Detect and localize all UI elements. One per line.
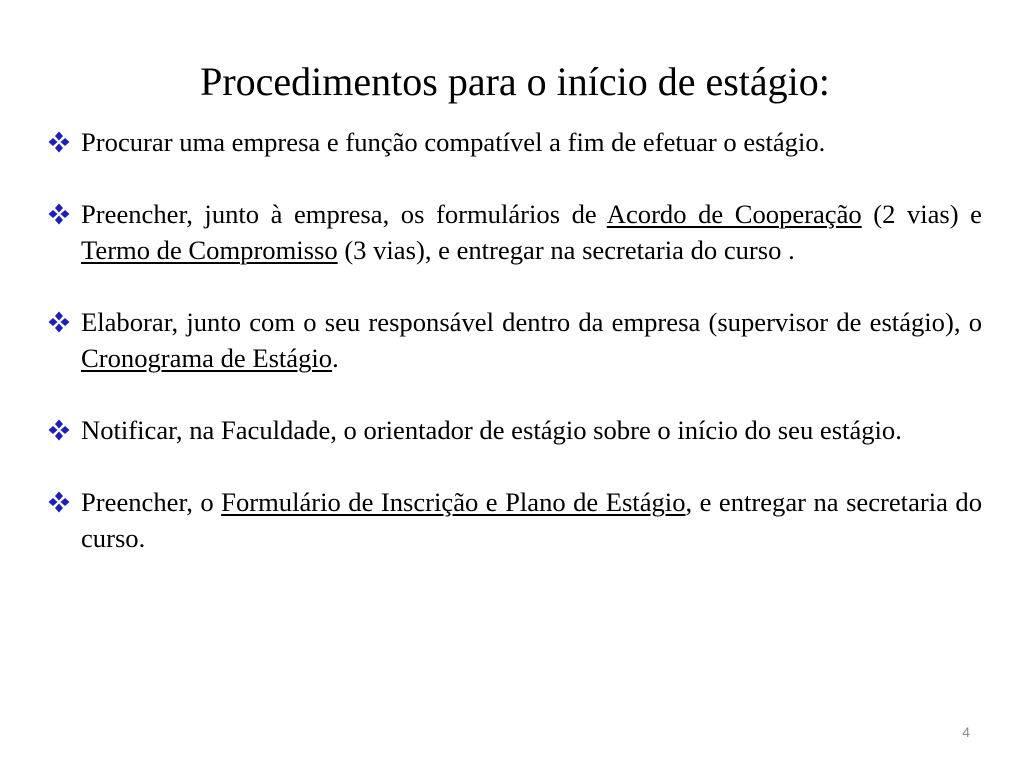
- bullet-text: Notificar, na Faculdade, o orientador de estágio sobre o início do seu estágio.: [81, 415, 902, 445]
- bullet-text: Procurar uma empresa e função compatível a fim de efetuar o estágio.: [81, 127, 826, 157]
- bullet-item-5: [48, 484, 982, 556]
- bullet-item-3: [48, 304, 982, 376]
- cronograma-de-estagio-link[interactable]: Cronograma de Estágio: [81, 343, 333, 373]
- formulario-de-inscricao-link[interactable]: Formulário de Inscrição e Plano de Estágio: [221, 487, 686, 517]
- four-diamond-bullet-icon: [48, 131, 70, 153]
- termo-de-compromisso-link[interactable]: Termo de Compromisso: [81, 235, 338, 265]
- bullet-text: Preencher, o: [81, 487, 222, 517]
- bullet-text: (3 vias), e entregar na secretaria do curso .: [337, 235, 795, 265]
- bullet-list: [48, 124, 982, 556]
- page-number: 4: [962, 724, 970, 740]
- bullet-text: Preencher, junto à empresa, os formulários de: [81, 199, 607, 229]
- four-diamond-bullet-icon: [48, 491, 70, 513]
- bullet-text: , e entregar na secretaria do curso.: [81, 487, 982, 553]
- bullet-text: Elaborar, junto com o seu responsável dentro da empresa (supervisor de estágio), o: [81, 307, 982, 337]
- bullet-text: .: [332, 343, 339, 373]
- bullet-text: (2 vias) e: [861, 199, 982, 229]
- four-diamond-bullet-icon: [48, 203, 70, 225]
- slide-title: Procedimentos para o início de estágio:: [200, 59, 830, 104]
- acordo-de-cooperacao-link[interactable]: Acordo de Cooperação: [606, 199, 862, 229]
- bullet-item-2: [48, 196, 982, 268]
- four-diamond-bullet-icon: [48, 419, 70, 441]
- bullet-item-4: [48, 412, 982, 448]
- bullet-item-1: [48, 124, 982, 160]
- four-diamond-bullet-icon: [48, 311, 70, 333]
